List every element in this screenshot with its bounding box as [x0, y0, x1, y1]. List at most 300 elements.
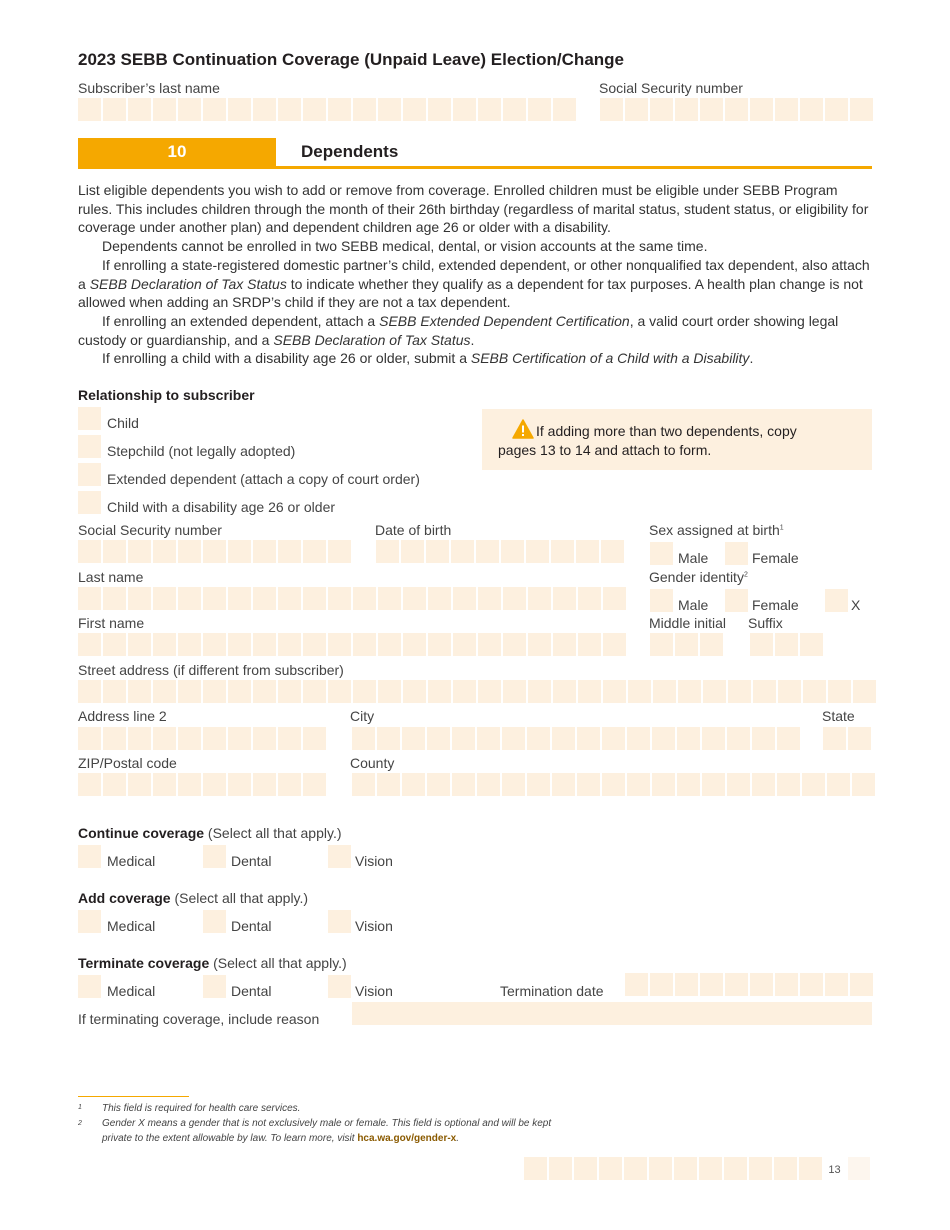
- char-box[interactable]: [453, 98, 476, 121]
- last-name-field[interactable]: [78, 587, 626, 610]
- char-box[interactable]: [577, 727, 600, 750]
- char-box: [599, 1157, 622, 1180]
- char-box[interactable]: [403, 98, 426, 121]
- char-box[interactable]: [253, 540, 276, 563]
- char-box[interactable]: [528, 587, 551, 610]
- char-box[interactable]: [800, 633, 823, 656]
- char-box[interactable]: [378, 633, 401, 656]
- char-box[interactable]: [727, 773, 750, 796]
- char-box[interactable]: [452, 727, 475, 750]
- char-box[interactable]: [603, 680, 626, 703]
- char-box[interactable]: [128, 633, 151, 656]
- relationship-extended-label: Extended dependent (attach a copy of court order): [107, 471, 420, 487]
- char-box[interactable]: [353, 98, 376, 121]
- char-box: [724, 1157, 747, 1180]
- continue-coverage-heading: Continue coverage (Select all that apply.): [78, 825, 342, 841]
- char-box[interactable]: [750, 98, 773, 121]
- char-box: [574, 1157, 597, 1180]
- address2-label: Address line 2: [78, 708, 167, 724]
- char-box[interactable]: [128, 773, 151, 796]
- address2-field[interactable]: [78, 727, 326, 750]
- char-box[interactable]: [278, 773, 301, 796]
- char-box[interactable]: [650, 633, 673, 656]
- terminate-medical-checkbox[interactable]: [78, 975, 101, 998]
- char-box[interactable]: [777, 727, 800, 750]
- char-box[interactable]: [625, 973, 648, 996]
- char-box[interactable]: [725, 973, 748, 996]
- zip-field[interactable]: [78, 773, 326, 796]
- char-box[interactable]: [778, 680, 801, 703]
- subscriber-ssn-label: Social Security number: [599, 80, 743, 96]
- char-box[interactable]: [103, 680, 126, 703]
- footnote-1-text: This field is required for health care services.: [102, 1103, 301, 1114]
- char-box[interactable]: [528, 680, 551, 703]
- relationship-stepchild-checkbox[interactable]: [78, 435, 101, 458]
- char-box[interactable]: [601, 540, 624, 563]
- char-box[interactable]: [553, 98, 576, 121]
- char-box[interactable]: [178, 680, 201, 703]
- char-box[interactable]: [428, 98, 451, 121]
- instructions-p2: Dependents cannot be enrolled in two SEBB medical, dental, or vision accounts at the same time.: [102, 238, 708, 255]
- char-box[interactable]: [753, 680, 776, 703]
- char-box[interactable]: [428, 680, 451, 703]
- continue-dental-checkbox[interactable]: [203, 845, 226, 868]
- char-box[interactable]: [678, 680, 701, 703]
- char-box[interactable]: [303, 98, 326, 121]
- char-box[interactable]: [428, 633, 451, 656]
- char-box[interactable]: [578, 633, 601, 656]
- relationship-disabled-checkbox[interactable]: [78, 491, 101, 514]
- char-box[interactable]: [378, 680, 401, 703]
- char-box[interactable]: [527, 773, 550, 796]
- char-box[interactable]: [477, 773, 500, 796]
- char-box[interactable]: [528, 633, 551, 656]
- char-box[interactable]: [553, 680, 576, 703]
- char-box[interactable]: [103, 540, 126, 563]
- char-box: [749, 1157, 772, 1180]
- char-box[interactable]: [303, 773, 326, 796]
- char-box[interactable]: [278, 98, 301, 121]
- continue-dental-label: Dental: [231, 853, 272, 869]
- char-box[interactable]: [725, 98, 748, 121]
- county-field[interactable]: [352, 773, 875, 796]
- char-box[interactable]: [253, 587, 276, 610]
- char-box[interactable]: [578, 680, 601, 703]
- sex-label: Sex assigned at birth$^1$: [649, 522, 784, 538]
- char-box[interactable]: [850, 98, 873, 121]
- char-box[interactable]: [402, 773, 425, 796]
- gender-label: Gender identity$^2$: [649, 569, 748, 585]
- char-box[interactable]: [328, 680, 351, 703]
- char-box[interactable]: [602, 773, 625, 796]
- char-box[interactable]: [452, 773, 475, 796]
- char-box[interactable]: [203, 773, 226, 796]
- page-number-box: [823, 1157, 846, 1180]
- char-box[interactable]: [128, 540, 151, 563]
- char-box[interactable]: [700, 98, 723, 121]
- char-box[interactable]: [253, 98, 276, 121]
- char-box[interactable]: [823, 727, 846, 750]
- char-box[interactable]: [752, 773, 775, 796]
- char-box[interactable]: [553, 633, 576, 656]
- section-number: 10: [78, 138, 276, 166]
- char-box[interactable]: [503, 587, 526, 610]
- instructions: [78, 181, 873, 368]
- char-box[interactable]: [377, 727, 400, 750]
- char-box[interactable]: [278, 587, 301, 610]
- char-box[interactable]: [453, 587, 476, 610]
- char-box[interactable]: [153, 540, 176, 563]
- last-name-label: Last name: [78, 569, 144, 585]
- char-box[interactable]: [303, 727, 326, 750]
- char-box[interactable]: [502, 773, 525, 796]
- gender-x-label: X: [851, 597, 861, 613]
- char-box[interactable]: [800, 98, 823, 121]
- char-box[interactable]: [578, 587, 601, 610]
- char-box[interactable]: [553, 587, 576, 610]
- char-box[interactable]: [203, 587, 226, 610]
- char-box[interactable]: [153, 727, 176, 750]
- char-box[interactable]: [403, 680, 426, 703]
- char-box[interactable]: [78, 540, 101, 563]
- dob-label: Date of birth: [375, 522, 452, 538]
- char-box[interactable]: [103, 727, 126, 750]
- relationship-child-checkbox[interactable]: [78, 407, 101, 430]
- char-box[interactable]: [752, 727, 775, 750]
- char-box[interactable]: [703, 680, 726, 703]
- char-box[interactable]: [228, 587, 251, 610]
- termination-date-field[interactable]: [625, 973, 873, 996]
- char-box[interactable]: [178, 633, 201, 656]
- char-box[interactable]: [352, 727, 375, 750]
- char-box[interactable]: [228, 98, 251, 121]
- gender-male-label: Male: [678, 597, 709, 613]
- char-box[interactable]: [777, 773, 800, 796]
- char-box[interactable]: [103, 633, 126, 656]
- char-box[interactable]: [228, 773, 251, 796]
- char-box[interactable]: [228, 680, 251, 703]
- char-box: [774, 1157, 797, 1180]
- char-box[interactable]: [428, 587, 451, 610]
- char-box[interactable]: [203, 540, 226, 563]
- gender-x-link[interactable]: hca.wa.gov/gender-x: [357, 1133, 457, 1144]
- char-box[interactable]: [576, 540, 599, 563]
- relationship-heading: Relationship to subscriber: [78, 387, 255, 403]
- char-box[interactable]: [128, 587, 151, 610]
- terminate-medical-label: Medical: [107, 983, 156, 999]
- subscriber-last-name-field[interactable]: [78, 98, 576, 121]
- char-box[interactable]: [353, 680, 376, 703]
- relationship-child-label: Child: [107, 415, 139, 431]
- footnote-1-number: 1: [78, 1104, 82, 1111]
- char-box[interactable]: [502, 727, 525, 750]
- char-box[interactable]: [203, 98, 226, 121]
- char-box[interactable]: [750, 973, 773, 996]
- char-box[interactable]: [253, 680, 276, 703]
- char-box[interactable]: [278, 680, 301, 703]
- char-box[interactable]: [827, 773, 850, 796]
- char-box[interactable]: [303, 587, 326, 610]
- char-box[interactable]: [850, 973, 873, 996]
- char-box[interactable]: [378, 98, 401, 121]
- char-box[interactable]: [78, 680, 101, 703]
- gender-female-label: Female: [752, 597, 799, 613]
- dob-field[interactable]: [376, 540, 624, 563]
- char-box[interactable]: [278, 633, 301, 656]
- char-box[interactable]: [700, 633, 723, 656]
- char-box[interactable]: [802, 773, 825, 796]
- char-box[interactable]: [403, 587, 426, 610]
- char-box[interactable]: [526, 540, 549, 563]
- terminate-dental-checkbox[interactable]: [203, 975, 226, 998]
- char-box[interactable]: [527, 727, 550, 750]
- char-box[interactable]: [775, 98, 798, 121]
- state-field[interactable]: [823, 727, 871, 750]
- char-box[interactable]: [402, 727, 425, 750]
- char-box[interactable]: [675, 973, 698, 996]
- char-box[interactable]: [103, 587, 126, 610]
- char-box[interactable]: [628, 680, 651, 703]
- char-box[interactable]: [303, 680, 326, 703]
- char-box[interactable]: [825, 973, 848, 996]
- sex-male-label: Male: [678, 550, 709, 566]
- char-box[interactable]: [203, 680, 226, 703]
- char-box[interactable]: [852, 773, 875, 796]
- char-box[interactable]: [650, 98, 673, 121]
- char-box[interactable]: [328, 633, 351, 656]
- relationship-disabled-label: Child with a disability age 26 or older: [107, 499, 336, 515]
- char-box: [649, 1157, 672, 1180]
- char-box[interactable]: [503, 633, 526, 656]
- char-box[interactable]: [178, 540, 201, 563]
- add-dental-checkbox[interactable]: [203, 910, 226, 933]
- char-box[interactable]: [203, 633, 226, 656]
- char-box[interactable]: [426, 540, 449, 563]
- form-title: 2023 SEBB Continuation Coverage (Unpaid Leave) Election/Change: [78, 50, 624, 69]
- char-box[interactable]: [278, 540, 301, 563]
- continue-medical-checkbox[interactable]: [78, 845, 101, 868]
- char-box[interactable]: [78, 773, 101, 796]
- char-box[interactable]: [675, 633, 698, 656]
- char-box[interactable]: [727, 727, 750, 750]
- char-box[interactable]: [128, 680, 151, 703]
- char-box[interactable]: [775, 633, 798, 656]
- char-box[interactable]: [477, 727, 500, 750]
- char-box[interactable]: [328, 587, 351, 610]
- char-box[interactable]: [203, 727, 226, 750]
- char-box[interactable]: [401, 540, 424, 563]
- state-label: State: [822, 708, 855, 724]
- char-box[interactable]: [253, 773, 276, 796]
- relationship-stepchild-label: Stepchild (not legally adopted): [107, 443, 296, 459]
- page-strip: [524, 1157, 822, 1180]
- char-box[interactable]: [577, 773, 600, 796]
- char-box[interactable]: [503, 98, 526, 121]
- char-box[interactable]: [78, 633, 101, 656]
- char-box[interactable]: [800, 973, 823, 996]
- char-box[interactable]: [103, 773, 126, 796]
- char-box[interactable]: [153, 587, 176, 610]
- instructions-p4: If enrolling an extended dependent, attach a SEBB Extended Dependent Certification, a valid court order showing legal custody or guardianship, and a SEBB Declaration of Tax Status.: [78, 312, 839, 348]
- char-box[interactable]: [377, 773, 400, 796]
- char-box[interactable]: [303, 540, 326, 563]
- char-box[interactable]: [848, 727, 871, 750]
- char-box[interactable]: [453, 633, 476, 656]
- char-box: [549, 1157, 572, 1180]
- char-box[interactable]: [153, 680, 176, 703]
- char-box[interactable]: [627, 727, 650, 750]
- city-label: City: [350, 708, 375, 724]
- middle-initial-field[interactable]: [650, 633, 723, 656]
- sex-female-checkbox[interactable]: [725, 542, 748, 565]
- char-box[interactable]: [228, 633, 251, 656]
- char-box[interactable]: [128, 727, 151, 750]
- char-box[interactable]: [153, 773, 176, 796]
- char-box[interactable]: [552, 727, 575, 750]
- add-medical-checkbox[interactable]: [78, 910, 101, 933]
- char-box[interactable]: [427, 773, 450, 796]
- suffix-field[interactable]: [750, 633, 823, 656]
- char-box[interactable]: [675, 98, 698, 121]
- char-box: [799, 1157, 822, 1180]
- char-box[interactable]: [853, 680, 876, 703]
- continue-vision-label: Vision: [355, 853, 393, 869]
- char-box[interactable]: [278, 727, 301, 750]
- char-box[interactable]: [775, 973, 798, 996]
- char-box[interactable]: [128, 98, 151, 121]
- char-box[interactable]: [153, 633, 176, 656]
- char-box[interactable]: [627, 773, 650, 796]
- char-box: [524, 1157, 547, 1180]
- char-box[interactable]: [728, 680, 751, 703]
- first-name-label: First name: [78, 615, 145, 631]
- char-box[interactable]: [103, 98, 126, 121]
- terminate-vision-checkbox[interactable]: [328, 975, 351, 998]
- char-box[interactable]: [625, 98, 648, 121]
- char-box[interactable]: [603, 633, 626, 656]
- char-box[interactable]: [328, 540, 351, 563]
- char-box[interactable]: [551, 540, 574, 563]
- char-box[interactable]: [476, 540, 499, 563]
- char-box[interactable]: [478, 98, 501, 121]
- char-box[interactable]: [178, 98, 201, 121]
- char-box[interactable]: [478, 587, 501, 610]
- first-name-field[interactable]: [78, 633, 626, 656]
- char-box[interactable]: [828, 680, 851, 703]
- char-box[interactable]: [700, 973, 723, 996]
- char-box[interactable]: [602, 727, 625, 750]
- sex-female-label: Female: [752, 550, 799, 566]
- char-box[interactable]: [403, 633, 426, 656]
- char-box[interactable]: [478, 633, 501, 656]
- char-box[interactable]: [528, 98, 551, 121]
- char-box[interactable]: [178, 727, 201, 750]
- char-box[interactable]: [803, 680, 826, 703]
- char-box[interactable]: [303, 633, 326, 656]
- dependent-ssn-field[interactable]: [78, 540, 351, 563]
- char-box[interactable]: [78, 727, 101, 750]
- sex-male-checkbox[interactable]: [650, 542, 673, 565]
- char-box[interactable]: [328, 98, 351, 121]
- char-box[interactable]: [702, 773, 725, 796]
- continue-vision-checkbox[interactable]: [328, 845, 351, 868]
- char-box[interactable]: [652, 773, 675, 796]
- notice-text: If adding more than two dependents, copy pages 13 to 14 and attach to form.: [498, 423, 797, 458]
- char-box[interactable]: [353, 633, 376, 656]
- char-box[interactable]: [600, 98, 623, 121]
- char-box[interactable]: [78, 98, 101, 121]
- termination-reason-field[interactable]: [352, 1002, 872, 1025]
- char-box[interactable]: [451, 540, 474, 563]
- char-box[interactable]: [677, 773, 700, 796]
- street-field[interactable]: [78, 680, 876, 703]
- add-vision-label: Vision: [355, 918, 393, 934]
- char-box[interactable]: [253, 633, 276, 656]
- char-box[interactable]: [427, 727, 450, 750]
- char-box[interactable]: [603, 587, 626, 610]
- char-box[interactable]: [677, 727, 700, 750]
- relationship-extended-checkbox[interactable]: [78, 463, 101, 486]
- gender-female-checkbox[interactable]: [725, 589, 748, 612]
- char-box[interactable]: [178, 587, 201, 610]
- notice-box: [482, 409, 872, 470]
- terminate-coverage-heading: Terminate coverage (Select all that apply.): [78, 955, 347, 971]
- char-box: [674, 1157, 697, 1180]
- dependent-ssn-label: Social Security number: [78, 522, 222, 538]
- char-box: [624, 1157, 647, 1180]
- middle-initial-label: Middle initial: [649, 615, 727, 631]
- char-box[interactable]: [78, 587, 101, 610]
- terminate-dental-label: Dental: [231, 983, 272, 999]
- instructions-p1: List eligible dependents you wish to add or remove from coverage. Enrolled children must be eligible under SEBB Program rules. This includes children through the month of their 26th birthday (regardless of marital status, student status, or eligibility for coverage under another plan) and dependent children age 26 or older with a disability.: [78, 182, 869, 236]
- add-vision-checkbox[interactable]: [328, 910, 351, 933]
- char-box: [699, 1157, 722, 1180]
- footnote-2-number: 2: [78, 1120, 82, 1127]
- char-box[interactable]: [503, 680, 526, 703]
- continue-medical-label: Medical: [107, 853, 156, 869]
- char-box[interactable]: [228, 727, 251, 750]
- suffix-label: Suffix: [748, 615, 783, 631]
- city-field[interactable]: [352, 727, 800, 750]
- char-box[interactable]: [228, 540, 251, 563]
- char-box[interactable]: [253, 727, 276, 750]
- char-box[interactable]: [702, 727, 725, 750]
- char-box[interactable]: [825, 98, 848, 121]
- gender-x-checkbox[interactable]: [825, 589, 848, 612]
- gender-male-checkbox[interactable]: [650, 589, 673, 612]
- street-label: Street address (if different from subscriber): [78, 662, 344, 678]
- char-box[interactable]: [653, 680, 676, 703]
- char-box[interactable]: [178, 773, 201, 796]
- char-box[interactable]: [378, 587, 401, 610]
- char-box[interactable]: [650, 973, 673, 996]
- page-strip-end: [848, 1157, 870, 1180]
- char-box[interactable]: [652, 727, 675, 750]
- char-box[interactable]: [153, 98, 176, 121]
- subscriber-ssn-field[interactable]: [600, 98, 873, 121]
- char-box[interactable]: [376, 540, 399, 563]
- char-box[interactable]: [501, 540, 524, 563]
- char-box[interactable]: [478, 680, 501, 703]
- zip-label: ZIP/Postal code: [78, 755, 177, 771]
- footnote-divider: [78, 1096, 189, 1097]
- char-box[interactable]: [352, 773, 375, 796]
- char-box[interactable]: [750, 633, 773, 656]
- char-box[interactable]: [453, 680, 476, 703]
- char-box[interactable]: [353, 587, 376, 610]
- char-box[interactable]: [552, 773, 575, 796]
- instructions-p3: If enrolling a state-registered domestic partner’s child, extended dependent, or other nonqualified tax dependent, also attach a SEBB Declaration of Tax Status to indicate whether they qualify as a dependent for tax purposes. A health plan change is not allowed when adding an SRDP’s child if they are not a tax dependent.: [78, 256, 870, 311]
